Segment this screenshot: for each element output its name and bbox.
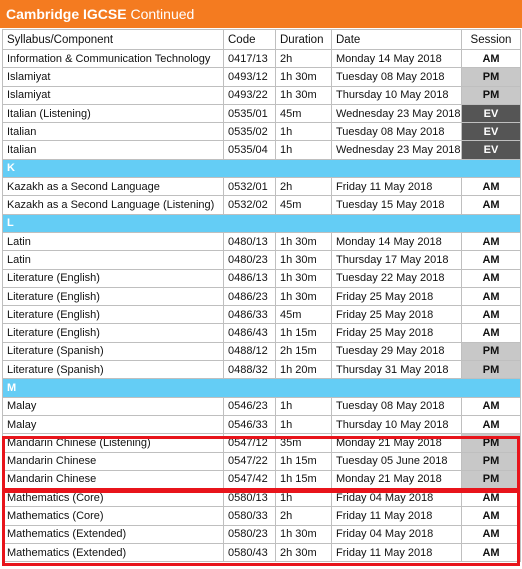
cell-syllabus: Literature (Spanish) bbox=[3, 342, 224, 360]
cell-duration: 1h 15m bbox=[276, 470, 332, 488]
table-row bbox=[3, 324, 521, 342]
table-row bbox=[3, 397, 521, 415]
cell-code: 0493/22 bbox=[224, 86, 276, 104]
cell-syllabus: Islamiyat bbox=[3, 68, 224, 86]
table-row bbox=[3, 507, 521, 525]
cell-duration: 1h 20m bbox=[276, 361, 332, 379]
table-row bbox=[3, 178, 521, 196]
cell-session: EV bbox=[462, 141, 521, 159]
cell-date: Wednesday 23 May 2018 bbox=[332, 141, 462, 159]
cell-code: 0580/33 bbox=[224, 507, 276, 525]
title-rest: Continued bbox=[126, 6, 195, 22]
page-title bbox=[0, 0, 522, 28]
cell-duration: 1h 30m bbox=[276, 251, 332, 269]
table-row bbox=[3, 251, 521, 269]
letter-section-label: K bbox=[3, 159, 521, 177]
cell-date: Wednesday 23 May 2018 bbox=[332, 104, 462, 122]
letter-section-label: M bbox=[3, 379, 521, 397]
cell-date: Friday 25 May 2018 bbox=[332, 287, 462, 305]
cell-code: 0480/13 bbox=[224, 232, 276, 250]
cell-syllabus: Literature (English) bbox=[3, 306, 224, 324]
cell-date: Friday 25 May 2018 bbox=[332, 324, 462, 342]
cell-session: PM bbox=[462, 68, 521, 86]
table-row bbox=[3, 306, 521, 324]
cell-syllabus: Malay bbox=[3, 397, 224, 415]
cell-session: AM bbox=[462, 287, 521, 305]
cell-session: EV bbox=[462, 104, 521, 122]
cell-syllabus: Italian bbox=[3, 141, 224, 159]
cell-code: 0417/13 bbox=[224, 50, 276, 68]
cell-syllabus: Literature (English) bbox=[3, 269, 224, 287]
cell-date: Tuesday 08 May 2018 bbox=[332, 68, 462, 86]
cell-session: AM bbox=[462, 50, 521, 68]
cell-code: 0535/01 bbox=[224, 104, 276, 122]
cell-syllabus: Literature (Spanish) bbox=[3, 361, 224, 379]
table-row bbox=[3, 287, 521, 305]
table-row bbox=[3, 86, 521, 104]
cell-code: 0546/23 bbox=[224, 397, 276, 415]
cell-code: 0535/02 bbox=[224, 123, 276, 141]
cell-session: AM bbox=[462, 525, 521, 543]
cell-syllabus: Information & Communication Technology bbox=[3, 50, 224, 68]
table-row bbox=[3, 68, 521, 86]
cell-code: 0547/42 bbox=[224, 470, 276, 488]
cell-duration: 1h bbox=[276, 123, 332, 141]
cell-syllabus: Italian (Listening) bbox=[3, 104, 224, 122]
cell-date: Thursday 10 May 2018 bbox=[332, 86, 462, 104]
cell-duration: 1h bbox=[276, 415, 332, 433]
cell-code: 0488/32 bbox=[224, 361, 276, 379]
cell-code: 0486/23 bbox=[224, 287, 276, 305]
col-header-date: Date bbox=[332, 30, 462, 50]
table-row bbox=[3, 104, 521, 122]
cell-date: Friday 11 May 2018 bbox=[332, 544, 462, 562]
cell-duration: 2h bbox=[276, 178, 332, 196]
table-row bbox=[3, 525, 521, 543]
col-header-code: Code bbox=[224, 30, 276, 50]
cell-date: Tuesday 08 May 2018 bbox=[332, 123, 462, 141]
cell-syllabus: Latin bbox=[3, 232, 224, 250]
cell-date: Friday 11 May 2018 bbox=[332, 178, 462, 196]
cell-date: Friday 04 May 2018 bbox=[332, 489, 462, 507]
letter-section-label: L bbox=[3, 214, 521, 232]
letter-section-row bbox=[3, 214, 521, 232]
cell-duration: 45m bbox=[276, 306, 332, 324]
cell-session: AM bbox=[462, 489, 521, 507]
cell-session: AM bbox=[462, 415, 521, 433]
cell-session: PM bbox=[462, 452, 521, 470]
timetable-body bbox=[3, 50, 521, 562]
timetable bbox=[2, 29, 521, 562]
cell-session: AM bbox=[462, 178, 521, 196]
cell-date: Thursday 17 May 2018 bbox=[332, 251, 462, 269]
cell-syllabus: Italian bbox=[3, 123, 224, 141]
cell-syllabus: Mandarin Chinese bbox=[3, 470, 224, 488]
cell-session: EV bbox=[462, 123, 521, 141]
cell-duration: 2h bbox=[276, 50, 332, 68]
cell-session: AM bbox=[462, 544, 521, 562]
cell-code: 0547/12 bbox=[224, 434, 276, 452]
cell-session: AM bbox=[462, 306, 521, 324]
cell-session: AM bbox=[462, 251, 521, 269]
table-row bbox=[3, 489, 521, 507]
cell-duration: 2h 30m bbox=[276, 544, 332, 562]
cell-duration: 1h 30m bbox=[276, 232, 332, 250]
cell-code: 0480/23 bbox=[224, 251, 276, 269]
table-row bbox=[3, 452, 521, 470]
cell-code: 0580/13 bbox=[224, 489, 276, 507]
cell-duration: 1h 30m bbox=[276, 287, 332, 305]
header-row bbox=[3, 30, 521, 50]
cell-syllabus: Mathematics (Core) bbox=[3, 507, 224, 525]
cell-session: AM bbox=[462, 507, 521, 525]
cell-code: 0535/04 bbox=[224, 141, 276, 159]
cell-date: Thursday 10 May 2018 bbox=[332, 415, 462, 433]
cell-code: 0486/13 bbox=[224, 269, 276, 287]
cell-code: 0547/22 bbox=[224, 452, 276, 470]
cell-session: PM bbox=[462, 470, 521, 488]
cell-date: Tuesday 29 May 2018 bbox=[332, 342, 462, 360]
cell-session: AM bbox=[462, 324, 521, 342]
table-row bbox=[3, 544, 521, 562]
cell-syllabus: Literature (English) bbox=[3, 287, 224, 305]
cell-duration: 1h bbox=[276, 489, 332, 507]
table-row bbox=[3, 434, 521, 452]
cell-syllabus: Mathematics (Core) bbox=[3, 489, 224, 507]
cell-syllabus: Kazakh as a Second Language bbox=[3, 178, 224, 196]
table-row bbox=[3, 50, 521, 68]
table-row bbox=[3, 415, 521, 433]
cell-syllabus: Mandarin Chinese (Listening) bbox=[3, 434, 224, 452]
cell-date: Tuesday 08 May 2018 bbox=[332, 397, 462, 415]
cell-syllabus: Kazakh as a Second Language (Listening) bbox=[3, 196, 224, 214]
cell-syllabus: Mathematics (Extended) bbox=[3, 525, 224, 543]
cell-duration: 1h 30m bbox=[276, 525, 332, 543]
table-row bbox=[3, 232, 521, 250]
cell-session: PM bbox=[462, 342, 521, 360]
cell-date: Tuesday 05 June 2018 bbox=[332, 452, 462, 470]
cell-code: 0488/12 bbox=[224, 342, 276, 360]
cell-date: Friday 04 May 2018 bbox=[332, 525, 462, 543]
cell-session: AM bbox=[462, 196, 521, 214]
cell-duration: 2h bbox=[276, 507, 332, 525]
cell-duration: 1h bbox=[276, 141, 332, 159]
cell-code: 0486/43 bbox=[224, 324, 276, 342]
cell-date: Thursday 31 May 2018 bbox=[332, 361, 462, 379]
table-row bbox=[3, 123, 521, 141]
cell-code: 0493/12 bbox=[224, 68, 276, 86]
cell-session: PM bbox=[462, 434, 521, 452]
table-row bbox=[3, 269, 521, 287]
table-row bbox=[3, 196, 521, 214]
table-row bbox=[3, 342, 521, 360]
cell-duration: 1h bbox=[276, 397, 332, 415]
cell-syllabus: Literature (English) bbox=[3, 324, 224, 342]
cell-date: Monday 14 May 2018 bbox=[332, 50, 462, 68]
col-header-session: Session bbox=[462, 30, 521, 50]
title-bold: Cambridge IGCSE bbox=[6, 6, 127, 22]
cell-duration: 1h 15m bbox=[276, 452, 332, 470]
cell-syllabus: Latin bbox=[3, 251, 224, 269]
letter-section-row bbox=[3, 379, 521, 397]
cell-session: AM bbox=[462, 232, 521, 250]
cell-duration: 1h 15m bbox=[276, 324, 332, 342]
col-header-syllabus: Syllabus/Component bbox=[3, 30, 224, 50]
table-row bbox=[3, 141, 521, 159]
cell-syllabus: Mathematics (Extended) bbox=[3, 544, 224, 562]
letter-section-row bbox=[3, 159, 521, 177]
table-row bbox=[3, 361, 521, 379]
cell-code: 0546/33 bbox=[224, 415, 276, 433]
cell-code: 0580/43 bbox=[224, 544, 276, 562]
cell-session: AM bbox=[462, 397, 521, 415]
cell-session: PM bbox=[462, 361, 521, 379]
cell-syllabus: Mandarin Chinese bbox=[3, 452, 224, 470]
cell-syllabus: Islamiyat bbox=[3, 86, 224, 104]
cell-duration: 45m bbox=[276, 196, 332, 214]
cell-duration: 1h 30m bbox=[276, 86, 332, 104]
cell-date: Tuesday 15 May 2018 bbox=[332, 196, 462, 214]
cell-duration: 1h 30m bbox=[276, 269, 332, 287]
cell-code: 0486/33 bbox=[224, 306, 276, 324]
table-row bbox=[3, 470, 521, 488]
cell-duration: 45m bbox=[276, 104, 332, 122]
cell-date: Tuesday 22 May 2018 bbox=[332, 269, 462, 287]
cell-duration: 35m bbox=[276, 434, 332, 452]
cell-date: Monday 21 May 2018 bbox=[332, 434, 462, 452]
cell-duration: 2h 15m bbox=[276, 342, 332, 360]
cell-session: PM bbox=[462, 86, 521, 104]
col-header-duration: Duration bbox=[276, 30, 332, 50]
cell-duration: 1h 30m bbox=[276, 68, 332, 86]
cell-date: Friday 11 May 2018 bbox=[332, 507, 462, 525]
cell-syllabus: Malay bbox=[3, 415, 224, 433]
cell-date: Friday 25 May 2018 bbox=[332, 306, 462, 324]
cell-code: 0580/23 bbox=[224, 525, 276, 543]
cell-code: 0532/02 bbox=[224, 196, 276, 214]
cell-code: 0532/01 bbox=[224, 178, 276, 196]
cell-session: AM bbox=[462, 269, 521, 287]
cell-date: Monday 21 May 2018 bbox=[332, 470, 462, 488]
cell-date: Monday 14 May 2018 bbox=[332, 232, 462, 250]
